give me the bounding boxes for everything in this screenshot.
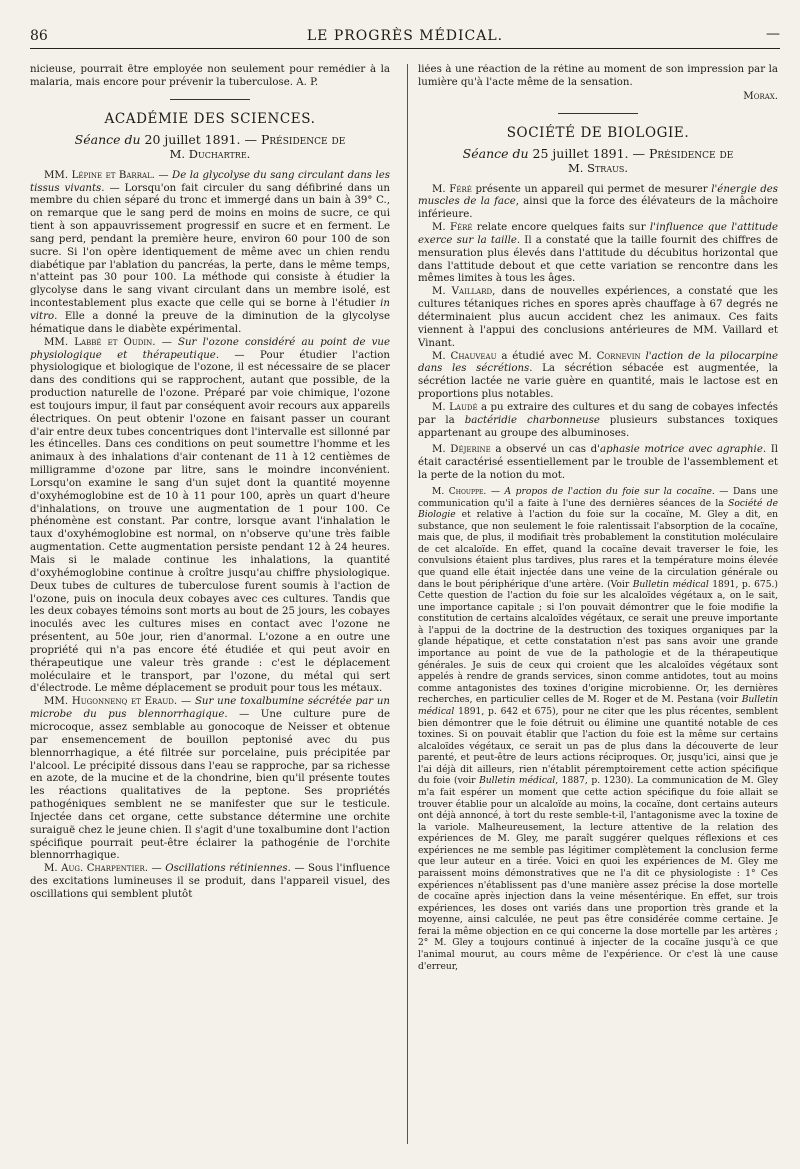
article-topic: — De la glycolyse du sang circulant dans les tissus vivants. xyxy=(30,169,390,194)
article-topic: — Sur l'ozone considéré au point de vue physiologique et thérapeutique. xyxy=(30,336,390,361)
presidency-label: — Présidence de xyxy=(244,131,346,147)
article-authors: MM. Labbé et Oudin. xyxy=(44,336,156,348)
note-reference: Bulletin médical xyxy=(479,776,556,787)
section-title-academie: ACADÉMIE DES SCIENCES. xyxy=(104,110,316,127)
session-president: M. Straus. xyxy=(568,160,628,175)
note-author: M. Chauveau xyxy=(432,350,497,362)
page-header xyxy=(30,26,780,49)
note-body: a observé un cas d' xyxy=(490,444,600,456)
note-author: M. Féré xyxy=(432,222,473,234)
note-topic: — A propos de l'action du foie sur la cocaïne. xyxy=(486,486,715,497)
session-label: Séance du xyxy=(74,131,141,147)
note-italic: l'action de la pilocarpine dans les sécrétions xyxy=(418,350,778,375)
note-fere-muscles xyxy=(418,184,778,223)
note-fere-taille xyxy=(418,222,778,286)
article-body: — Lorsqu'on fait circuler du sang défibriné dans un membre du chien séparé du tronc et immergé dans un bain à 39° C., on remarque que le sang perd de moins en moins de sucre, ce qui tient à son appauvrissement progressif en sucre et en ferment. Le sang perd, pendant la première heure, environ 60 pour 100 de son sucre. Si l'on opère identiquement de même avec un chien rendu diabétique par l'ablation du pancréas, la perte, dans le même temps, n'atteint pas 30 pour 100. La méthode qui consiste à étudier la glycolyse dans le sang vivant circulant dans un membre isolé, est incontestablement plus exacte que celle qui se borne à l'étudier xyxy=(30,182,390,310)
note-laude xyxy=(418,402,778,441)
note-body: a pu extraire des cultures et du sang de cobayes infectés par la xyxy=(418,401,778,426)
note-body-end: plusieurs substances toxiques appartenant au groupe des albuminoses. xyxy=(418,414,778,439)
session-date: 20 juillet 1891. xyxy=(144,131,241,147)
note-author: M. Chouppe. xyxy=(432,486,487,497)
article-body: — Pour étudier l'action physiologique et biologique de l'ozone, il est nécessaire de se placer dans des conditions qui se rapprochent, autant que possible, de la production naturelle de l'ozone. Préparé par voie chimique, l'ozone est toujours impur, il faut par conséquent avoir recours aux appareils électriques. On peut obtenir l'ozone en faisant passer un courant d'air entre deux tubes concentriques dont l'intervalle est sillonné par les étincelles. Dans ces conditions on peut soumettre l'homme et les animaux à des inhalations d'air contenant de 11 à 12 centièmes de milligramme d'ozone par litre, sans le moindre inconvénient. Lorsqu'on examine le sang d'un sujet dont la quantité moyenne d'oxyhémoglobine est de 10 à 11 pour 100, après un quart d'heure d'inhalations, on trouve une augmentation de 1 pour 100. Ce phénomène est constant. Par contre, lorsque avant l'inhalation le taux d'oxyhémoglobine est normal, on n'observe qu'une très faible augmentation. Cette augmentation persiste pendant 12 à 24 heures. Mais si le malade continue les inhalations, la quantité d'oxyhémoglobine continue à croître jusqu'au chiffre physiologique. Deux tubes de cultures de tuberculose furent soumis à l'action de l'ozone, puis on inocula deux cobayes avec ces cultures. Tandis que les deux cobayes témoins sont morts au bout de 25 jours, les cobayes inoculés avec les cultures mises en contact avec l'ozone ne présentent, au 50e jour, rien d'anormal. L'ozone a en outre une propriété qui n'a pas encore été étudiée et qui peut avoir en thérapeutique une valeur très grande : c'est le déplacement moléculaire et le transport, par l'ozone, du métal qui sert d'électrode. Le même déplacement se produit pour tous les métaux. xyxy=(30,349,390,695)
session-president: M. Duchartre. xyxy=(169,146,251,161)
note-author: M. Laudé xyxy=(432,401,478,413)
note-body-end: , ainsi que la force des élévateurs de la mâchoire inférieure. xyxy=(418,196,778,221)
note-body: 1891, p. 642 et 675), pour ne citer que les plus récentes, semblent bien démontrer que le foie détruit ou élimine une quantité notable de ces toxines. Si on pouvait établir que l'action du foie est la même sur certains alcaloïdes végétaux, ce serait un pas de plus dans la découverte de leur parenté, et peut-être de leurs actions réciproques. Or, jusqu'ici, ainsi que je l'ai déjà dit ailleurs, rien n'établit péremptoirement cette action spécifique du foie (voir xyxy=(418,706,778,787)
note-body-end: , 1887, p. 1230). La communication de M. Gley m'a fait espérer un moment que cette action spécifique du foie allait se trouver établie pour un alcaloïde au moins, la cocaïne, dont certains auteurs ont déjà annoncé, à tort du reste semble-t-il, l'antagonisme avec la toxine de la variole. Malheureusement, la lecture attentive de la relation des expériences de M. Gley, me paraît suggérer quelques réflexions et ces expériences ne me semble pas légitimer complètement la conclusion ferme que leur auteur en a tirée. Voici en quoi les expériences de M. Gley me paraissent moins démonstratives que ne l'a dit ce physiologiste : 1° Ces expériences n'établissent pas d'une manière assez précise la dose mortelle de cocaïne après injection dans la veine mésentérique. En effet, sur trois expériences, les doses ont variés dans une proportion très grande et la moyenne, ainsi calculée, ne peut pas être considérée comme certaine. Je ferai la même objection en ce qui concerne la dose mortelle par les artères ; 2° M. Gley a toujours continué à injecter de la cocaïne jusqu'à ce que l'animal mourut, au cours même de l'expérience. Or c'est là une cause d'erreur, xyxy=(418,776,778,972)
continued-article xyxy=(418,64,778,90)
page-number: 86 xyxy=(30,28,48,44)
note-body: et relative à l'action du foie sur la cocaïne, M. Gley a dit, en substance, que non seulement le foie ralentissait l'absorption de la cocaïne, mais que, de plus, il modifiait très probablement la constitution moléculaire de cet alcaloïde. En effet, quand la cocaïne devait traverser le foie, les convulsions étaient plus tardives, plus rares et la température moins élevée que quand elle était injectée dans une veine de la circulation générale ou dans le bout périphérique d'une artère. (Voir xyxy=(418,510,778,590)
note-body: a étudié avec xyxy=(496,350,579,362)
article-oscillations xyxy=(30,863,390,902)
note-author: M. Déjerine xyxy=(432,444,491,456)
note-body: , dans de nouvelles expériences, a constaté que les cultures tétaniques riches en spores après chauffage à 67 degrés ne déterminaient plus aucun accident chez les animaux. Ces faits viennent à l'appui des conclusions antérieures de MM. Vaillard et Vinant. xyxy=(418,286,778,349)
article-body-end: . Elle a donné la preuve de la diminution de la glycolyse hématique dans le diabète expérimental. xyxy=(30,310,390,335)
note-body: 1891, p. 675.) Cette question de l'action du foie sur les alcaloïdes végétaux a, on le sait, une importance capitale ; si l'on pouvait démontrer que le foie modifie la constitution de certains alcaloïdes végétaux, ce serait une preuve importante à l'appui de la doctrine de la destruction des toxiques organiques par la glande hépatique, et cette constatation n'est pas sans avoir une grande importance au point de vue de la pathologie et de la thérapeutique générales. Je suis de ceux qui croient que les alcaloïdes végétaux sont appelés à rendre de grands services, sinon comme antidotes, tout au moins comme antagonistes des toxines d'origine microbienne. Or, les dernières recherches, en particulier celles de M. Roger et de M. Pestana (voir xyxy=(418,579,778,706)
header-mark: — xyxy=(766,26,780,42)
article-topic: — Oscillations rétiniennes. xyxy=(151,863,291,875)
column-divider xyxy=(407,64,408,1144)
note-chauveau xyxy=(418,351,778,402)
presidency-label: — Présidence de xyxy=(632,145,734,161)
article-body: — Une culture pure de microcoque, assez semblable au gonocoque de Neisser et obtenue par ensemencement de bouillon peptonisé avec du pus blennorrhagique, a été filtrée sur porcelaine, puis précipitée par l'alcool. Le précipité dissous dans l'eau se rapproche, par sa richesse en azote, de la mucine et de la chondrine, bien qu'il présente toutes les réactions qualitatives de la peptone. Ses propriétés pathogéniques semblent ne se manifester que sur le testicule. Injectée dans cet organe, cette substance détermine une orchite suraiguë chez le jeune chien. Il s'agit d'une toxalbumine dont l'action spécifique pourrait peut-être éclairer la pathogénie de l'orchite blennorrhagique. xyxy=(30,709,390,862)
note-author: M. Féré xyxy=(432,183,472,195)
note-body-end: . La sécrétion sébacée est augmentée, la sécrétion lactée ne varie guère en quantité, mais le lactose est en proportions plus notables. xyxy=(418,363,778,401)
note-body: présente un appareil qui permet de mesurer xyxy=(471,183,712,195)
section-separator xyxy=(170,99,250,100)
note-vaillard xyxy=(418,286,778,350)
right-column xyxy=(418,64,778,1164)
note-coauthor: M. Cornevin xyxy=(578,350,641,362)
note-reference: Bulletin médical xyxy=(632,579,709,590)
note-body: relate encore quelques faits sur xyxy=(472,222,650,234)
session-date: 25 juillet 1891. xyxy=(532,145,629,161)
continued-signature: Morax. xyxy=(743,90,778,102)
article-topic: — Sur une toxalbumine sécrétée par un microbe du pus blennorrhagique. xyxy=(30,696,390,721)
note-society: Société de Biologie xyxy=(418,498,778,521)
previous-article-text: nicieuse, pourrait être employée non seulement pour remédier à la malaria, mais encore pour prévenir la tuberculose. xyxy=(30,64,390,88)
note-italic: l'énergie des muscles de la face xyxy=(418,183,778,208)
previous-article-end xyxy=(30,64,390,90)
note-author: M. Vaillard xyxy=(432,286,493,298)
note-dejerine xyxy=(418,444,778,483)
section-title-biologie: SOCIÉTÉ DE BIOLOGIE. xyxy=(506,124,690,141)
session-line xyxy=(30,132,390,147)
section-separator xyxy=(558,113,638,114)
note-italic: aphasie motrice avec agraphie xyxy=(600,444,763,456)
note-body: — Dans une communication qu'il a faite à l'une des dernières séances de la xyxy=(418,486,778,509)
note-italic: l'influence que l'attitude exerce sur la taille xyxy=(418,222,778,246)
article-body: — Sous l'influence des excitations lumineuses il se produit, dans l'appareil visuel, des oscillations qui semblent plutôt xyxy=(30,863,390,900)
article-glycolyse xyxy=(30,170,390,337)
article-ozone xyxy=(30,337,390,697)
article-italic: in vitro xyxy=(30,298,390,322)
session-line xyxy=(418,146,778,161)
note-reference: Bulletin médical xyxy=(418,695,778,717)
article-authors: MM. Lépine et Barral. xyxy=(44,169,155,181)
article-toxalbumine xyxy=(30,696,390,863)
note-body-end: . Il a constaté que la taille fournit des chiffres de mensuration plus élevés dans l'attitude du décubitus horizontal que dans l'attitude debout et que cette variation se rencontre dans les mêmes limites à tous les âges. xyxy=(418,234,778,285)
note-body-end: . Il était caractérisé essentiellement par le trouble de l'assemblement et la perte de la notion du mot. xyxy=(418,444,778,482)
note-italic: bactéridie charbonneuse xyxy=(464,414,600,426)
article-authors: MM. Hugonnenq et Eraud. xyxy=(44,696,178,708)
session-label: Séance du xyxy=(462,145,529,161)
note-chouppe xyxy=(418,487,778,973)
article-authors: M. Aug. Charpentier. xyxy=(44,863,148,875)
continued-text: liées à une réaction de la rétine au moment de son impression par la lumière qu'à l'acte même de la sensation. xyxy=(418,64,778,88)
previous-article-signature: A. P. xyxy=(296,76,319,88)
journal-title: LE PROGRÈS MÉDICAL. xyxy=(306,28,504,44)
left-column xyxy=(30,64,390,1164)
